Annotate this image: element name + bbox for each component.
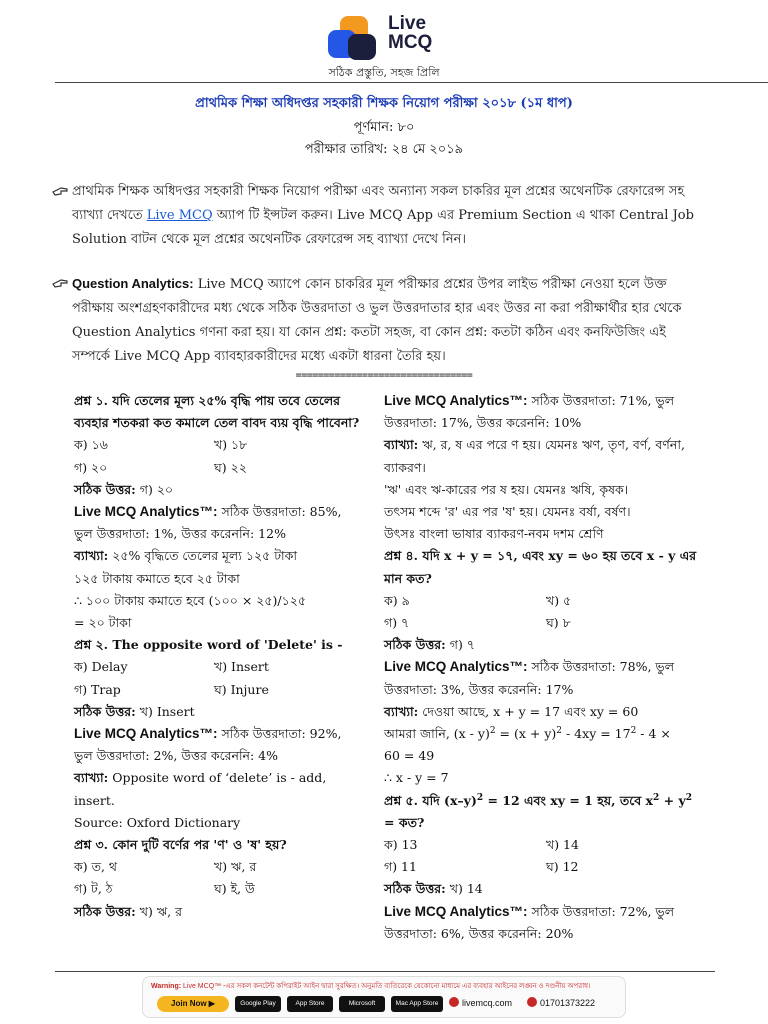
brand-tagline: সঠিক প্রস্তুতি, সহজ প্রিলি	[328, 66, 440, 79]
question-4: প্রশ্ন ৪. যদি x + y = ১৭, এবং xy = ৬০ হয় তবে x - y এর মান কত?	[384, 548, 697, 586]
exam-date: পরীক্ষার তারিখ: ২৪ মে ২০১৯	[304, 142, 464, 157]
phone-icon	[527, 997, 537, 1007]
q4-analytics: Live MCQ Analytics™: সঠিক উত্তরদাতা: 78%, ভুল উত্তরদাতা: 3%, উত্তর করেননি: 17%	[384, 659, 675, 697]
exam-marks: পূর্ণমান: ৮০	[353, 120, 415, 135]
join-now-button[interactable]: Join Now ▶	[157, 996, 229, 1012]
q4-explanation: ব্যাখ্যা: দেওয়া আছে, x + y = 17 এবং xy = 60 আমরা জানি, $(x - y)^2 = (x + y)^2 - 4xy = 17^2 - 4$ × 60 = 49 ∴ x - y = 7	[384, 703, 671, 786]
q2-options: ক) Delay খ) Insert গ) Trap ঘ) Injure	[74, 659, 269, 697]
q3-analytics: Live MCQ Analytics™: সঠিক উত্তরদাতা: 71%, ভুল উত্তরদাতা: 17%, উত্তর করেননি: 10%	[384, 393, 675, 431]
q5-answer: সঠিক উত্তর: খ) 14	[384, 881, 483, 897]
footer-banner	[142, 976, 626, 1018]
header-divider	[55, 82, 768, 83]
phone-number[interactable]: 01701373222	[527, 997, 595, 1008]
q2-answer: সঠিক উত্তর: খ) Insert	[74, 703, 195, 719]
footer-divider	[55, 971, 715, 972]
question-2: প্রশ্ন ২. The opposite word of 'Delete' is -	[74, 637, 343, 653]
q5-analytics: Live MCQ Analytics™: সঠিক উত্তরদাতা: 72%, ভুল উত্তরদাতা: 6%, উত্তর করেননি: 20%	[384, 903, 675, 941]
website-link[interactable]: livemcq.com	[449, 997, 512, 1008]
q4-answer: সঠিক উত্তর: গ) ৭	[384, 637, 475, 653]
q2-source: Source: Oxford Dictionary	[74, 814, 241, 830]
q1-options: ক) ১৬ খ) ১৮ গ) ২০ ঘ) ২২	[74, 437, 248, 475]
app-store-badge[interactable]: App Store	[287, 996, 333, 1012]
live-mcq-logo-icon	[326, 16, 380, 62]
question-3: প্রশ্ন ৩. কোন দুটি বর্ণের পর 'ণ' ও 'ষ' হয়?	[74, 837, 287, 853]
q4-options: ক) ৯ খ) ৫ গ) ৭ ঘ) ৮	[384, 592, 572, 631]
q2-explanation: ব্যাখ্যা: Opposite word of ‘delete’ is - add, insert.	[74, 770, 327, 808]
brand-header	[0, 10, 768, 79]
globe-icon	[449, 997, 459, 1007]
q3-explanation: ব্যাখ্যা: ঋ, র, ষ এর পরে ণ হয়। যেমনঃ ঋণ, তৃণ, বর্ণ, বর্ণনা, ব্যাকরণ। 'ঋ' এবং ঋ-কারের পর ষ হয়। যেমনঃ ঋষি, কৃষক। তৎসম শব্দে 'র' এর পর 'ষ' হয়। যেমনঃ বর্ষা, বর্ষণ। উৎসঃ বাংলা ভাষার ব্যাকরণ-নবম দশম শ্রেণি	[384, 437, 685, 542]
analytics-heading: Question Analytics:	[72, 276, 194, 291]
pointing-hand-icon	[52, 275, 68, 291]
live-mcq-link[interactable]: Live MCQ	[146, 208, 213, 223]
copyright-warning: Warning: Live MCQ™ -এর সকল কনটেন্ট কপিরাইট আইন দ্বারা সুরক্ষিত। অনুমতি ব্যতিরেকে যেকোনো মাধ্যমে এর ব্যবহার আইনের লঙ্ঘন ও দণ্ডনীয় অপরাধ।	[151, 983, 591, 990]
microsoft-store-badge[interactable]: Microsoft	[339, 996, 385, 1012]
left-column	[74, 390, 364, 923]
question-5: প্রশ্ন ৫. যদি $(x-y)^2 = 12$ এবং xy = 1 হয়, তবে $x^2 + y^2$ = কত?	[384, 792, 692, 830]
right-column	[384, 390, 700, 945]
q3-options: ক) ত, থ খ) ঋ, র গ) ট, ঠ ঘ) ই, উ	[74, 859, 257, 897]
brand-name: Live MCQ	[388, 13, 433, 53]
q2-analytics: Live MCQ Analytics™: সঠিক উত্তরদাতা: 92%, ভুল উত্তরদাতা: 2%, উত্তর করেননি: 4%	[74, 726, 342, 764]
note-install-app: প্রাথমিক শিক্ষক অধিদপ্তর সহকারী শিক্ষক নিয়োগ পরীক্ষা এবং অন্যান্য সকল চাকরির মূল প্রশ্নের অথেনটিক রেফারেন্স সহ ব্যাখ্যা দেখতে Live MCQ অ্যাপ টি ইন্সটল করুন। Live MCQ App এর Premium Section এ থাকা Central Job Solution বাটন থেকে মূল প্রশ্নের অথেনটিক রেফারেন্স সহ ব্যাখ্যা দেখে নিন।	[72, 180, 702, 252]
q1-explanation: ব্যাখ্যা: ২৫% বৃদ্ধিতে তেলের মূল্য ১২৫ টাকা ১২৫ টাকায় কমাতে হবে ২৫ টাকা ∴ ১০০ টাকায় কমাতে হবে (১০০ × ২৫)/১২৫ = ২০ টাকা	[74, 548, 306, 631]
pointing-hand-icon	[52, 183, 68, 199]
mac-app-store-badge[interactable]: Mac App Store	[391, 996, 443, 1012]
google-play-badge[interactable]: Google Play	[235, 996, 281, 1012]
separator: ================================	[295, 370, 473, 381]
exam-title: প্রাথমিক শিক্ষা অধিদপ্তর সহকারী শিক্ষক নিয়োগ পরীক্ষা ২০১৮ (১ম ধাপ)	[195, 96, 573, 111]
q5-options: ক) 13 খ) 14 গ) 11 ঘ) 12	[384, 837, 579, 875]
q1-analytics: Live MCQ Analytics™: সঠিক উত্তরদাতা: 85%, ভুল উত্তরদাতা: 1%, উত্তর করেননি: 12%	[74, 504, 342, 542]
q3-answer: সঠিক উত্তর: খ) ঋ, র	[74, 903, 182, 919]
question-1: প্রশ্ন ১. যদি তেলের মূল্য ২৫% বৃদ্ধি পায় তবে তেলের ব্যবহার শতকরা কত কমালে তেল বাবদ ব্যয় বৃদ্ধি পাবেনা?	[74, 393, 360, 431]
note-question-analytics: Question Analytics: Live MCQ অ্যাপে কোন চাকরির মূল পরীক্ষার প্রশ্নের উপর লাইভ পরীক্ষা নেওয়া হলে উক্ত পরীক্ষায় অংশগ্রহণকারীদের মধ্য থেকে সঠিক উত্তরদাতা ও ভুল উত্তরদাতার হার এবং উত্তর না করা পরীক্ষার্থীর হার থেকে Question Analytics গণনা করা হয়। যা কোন প্রশ্ন: কতটা সহজ, বা কোন প্রশ্ন: কতটা কঠিন এবং কনফিউজিং এই সম্পর্কে Live MCQ App ব্যাবহারকারীদের মধ্যে একটা ধারনা তৈরি হয়।	[72, 272, 702, 369]
q1-answer: সঠিক উত্তর: গ) ২০	[74, 481, 174, 497]
